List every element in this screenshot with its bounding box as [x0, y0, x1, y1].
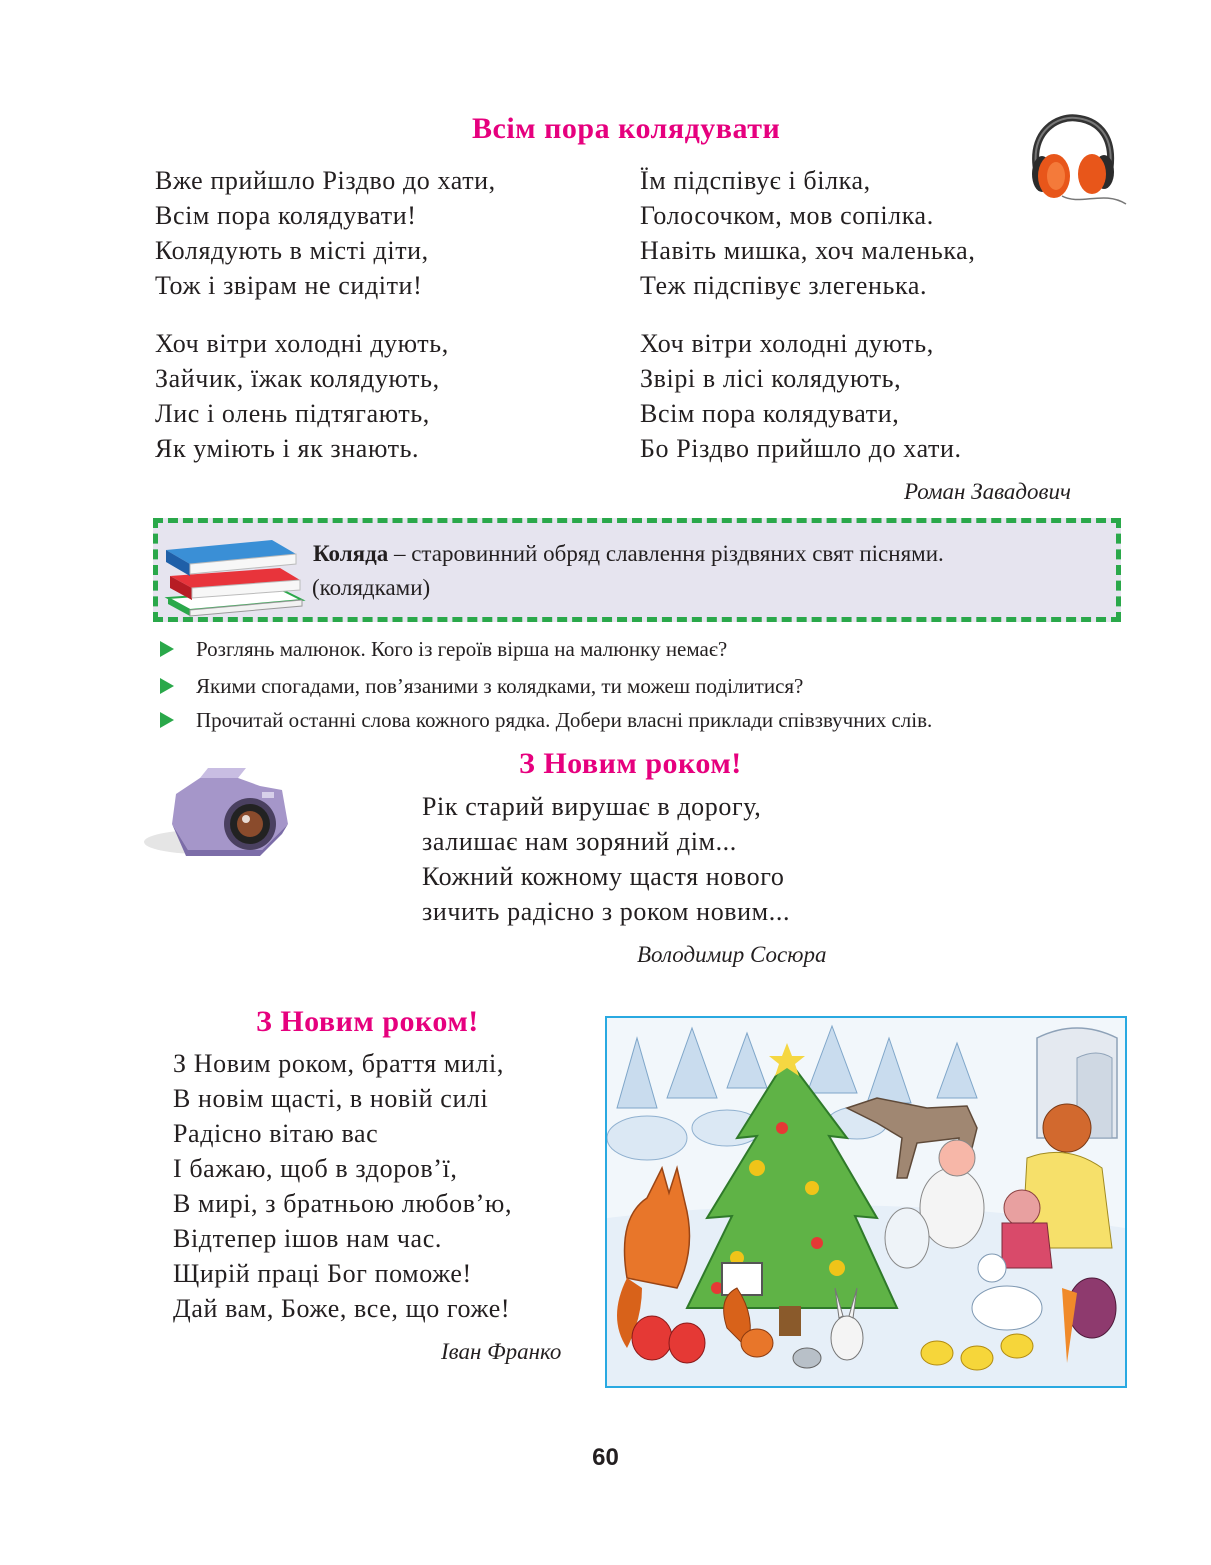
poem-line: Хоч вітри холодні дують,: [155, 329, 449, 358]
poem-line: Рік старий вирушає в дорогу,: [422, 792, 762, 821]
stanza: [155, 326, 449, 466]
definition-continuation: (колядками): [312, 575, 431, 600]
triangle-bullet-icon: [160, 678, 174, 694]
definition-box: [153, 518, 1121, 622]
poem-line: Вже прийшло Різдво до хати,: [155, 166, 496, 195]
page-number: 60: [592, 1444, 619, 1471]
camera-icon[interactable]: [142, 764, 292, 864]
poem-line: залишає нам зоряний дім...: [422, 827, 737, 856]
poem-author: Іван Франко: [441, 1339, 562, 1364]
books-icon: [162, 528, 308, 618]
poem-line: Радісно вітаю вас: [173, 1119, 379, 1148]
stanza: [155, 163, 496, 303]
stanza: [640, 326, 962, 466]
poem-line: Теж підспівує злегенька.: [640, 271, 928, 300]
poem-line: зичить радісно з роком новим...: [422, 897, 791, 926]
task-text: Розглянь малюнок. Кого із героїв вірша на малюнку немає?: [196, 637, 728, 661]
poem-author: Володимир Сосюра: [637, 942, 827, 967]
poem-line: Звірі в лісі колядують,: [640, 364, 902, 393]
stanza: [422, 789, 790, 929]
illustration-frame: [605, 1016, 1127, 1388]
poem-line: Голосочком, мов сопілка.: [640, 201, 934, 230]
headphones-icon[interactable]: [1018, 110, 1130, 210]
triangle-bullet-icon: [160, 712, 174, 728]
poem-line: Колядують в місті діти,: [155, 236, 429, 265]
poem-line: Всім пора колядувати,: [640, 399, 900, 428]
poem-line: Щирій праці Бог поможе!: [173, 1259, 472, 1288]
poem-line: Тож і звірам не сидіти!: [155, 271, 423, 300]
task-item: [160, 674, 803, 699]
poem-line: Хоч вітри холодні дують,: [640, 329, 934, 358]
stanza: [173, 1046, 512, 1326]
poem-title: З Новим роком!: [256, 1005, 479, 1038]
poem-line: Зайчик, їжак колядують,: [155, 364, 440, 393]
poem-title: Всім пора колядувати: [472, 112, 781, 145]
poem-line: Лис і олень підтягають,: [155, 399, 430, 428]
poem-line: В новім щасті, в новій силі: [173, 1084, 489, 1113]
definition-term: Коляда: [313, 541, 389, 566]
poem-line: Бо Різдво прийшло до хати.: [640, 434, 962, 463]
winter-scene-illustration: [607, 1018, 1125, 1386]
task-item: [160, 708, 932, 733]
task-item: [160, 637, 727, 662]
definition-text: [312, 537, 1113, 600]
poem-line: Кожний кожному щастя нового: [422, 862, 785, 891]
poem-line: Всім пора колядувати!: [155, 201, 417, 230]
poem-line: В мирі, з братньою любов’ю,: [173, 1189, 513, 1218]
definition-body: – старовинний обряд славлення різдвяних свят піснями.: [388, 541, 944, 566]
task-text: Прочитай останні слова кожного рядка. Добери власні приклади співзвучних слів.: [196, 708, 933, 732]
triangle-bullet-icon: [160, 641, 174, 657]
poem-line: Відтепер ішов нам час.: [173, 1224, 442, 1253]
poem-line: І бажаю, щоб в здоров’ї,: [173, 1154, 458, 1183]
poem-title: З Новим роком!: [519, 747, 742, 780]
poem-author: Роман Завадович: [904, 479, 1071, 504]
poem-line: Дай вам, Боже, все, що гоже!: [173, 1294, 511, 1323]
poem-line: Як уміють і як знають.: [155, 434, 420, 463]
stanza: [640, 163, 975, 303]
poem-line: Навіть мишка, хоч маленька,: [640, 236, 976, 265]
task-text: Якими спогадами, пов’язаними з колядками, ти можеш поділитися?: [196, 674, 804, 698]
poem-line: Їм підспівує і білка,: [640, 166, 871, 195]
poem-line: З Новим роком, браття милі,: [173, 1049, 504, 1078]
